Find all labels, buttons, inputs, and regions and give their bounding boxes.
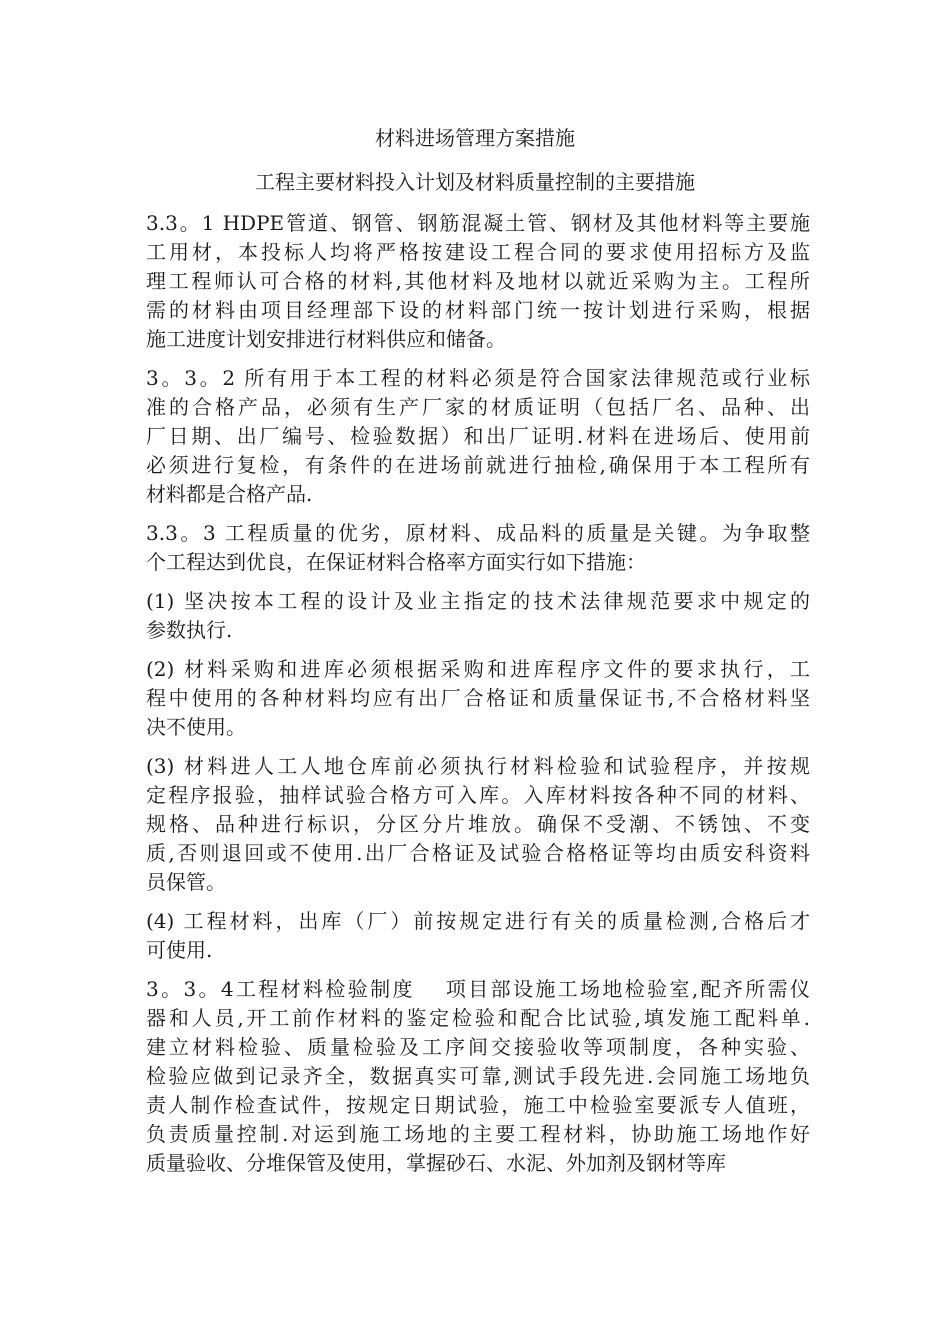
text-line: 必须进行复检，有条件的在进场前就进行抽检,确保用于本工程所有 [146,453,810,477]
text-line: 负责质量控制.对运到施工场地的主要工程材料，协助施工场地作好 [146,1122,810,1146]
paragraph [146,907,810,965]
paragraph [146,209,810,354]
text-line: 个工程达到优良，在保证材料合格率方面实行如下措施： [146,550,646,574]
text-line: 定程序报验，抽样试验合格方可入库。入库材料按各种不同的材料、 [146,783,810,807]
text-line: (4) 工程材料，出库（厂）前按规定进行有关的质量检测,合格后才 [146,909,810,933]
paragraph [146,587,810,645]
text-line: 员保管。 [146,870,226,894]
text-line: 3。3。2 所有用于本工程的材料必须是符合国家法律规范或行业标 [146,366,810,390]
text-line: 3.3。3 工程质量的优劣，原材料、成品料的质量是关键。为争取整 [146,521,810,545]
text-line: 检验应做到记录齐全，数据真实可靠,测试手段先进.会同施工场地负 [146,1064,810,1088]
text-line: (3) 材料进人工人地仓库前必须执行材料检验和试验程序，并按规 [146,754,810,778]
text-line: 质量验收、分堆保管及使用，掌握砂石、水泥、外加剂及钢材等库 [146,1151,726,1175]
document-subtitle: 工程主要材料投入计划及材料质量控制的主要措施 [255,170,695,194]
text-line: 材料都是合格产品. [146,482,313,506]
text-line: 器和人员,开工前作材料的鉴定检验和配合比试验,填发施工配料单. [146,1006,810,1030]
text-line: 3。3。4工程材料检验制度 项目部设施工场地检验室,配齐所需仪 [146,977,810,1001]
paragraph [146,519,810,577]
text-line: 施工进度计划安排进行材料供应和储备。 [146,327,506,351]
paragraph [146,655,810,742]
text-line: (1) 坚决按本工程的设计及业主指定的技术法律规范要求中规定的 [146,589,810,613]
text-line: 可使用. [146,938,213,962]
text-line: 质,否则退回或不使用.出厂合格证及试验合格格证等均由质安科资料 [146,841,810,865]
text-line: 责人制作检查试件，按规定日期试验，施工中检验室要派专人值班， [146,1093,810,1117]
text-line: 决不使用。 [146,715,246,739]
text-line: 规格、品种进行标识，分区分片堆放。确保不受潮、不锈蚀、不变 [146,812,810,836]
paragraph [146,364,810,509]
text-line: 准的合格产品，必须有生产厂家的材质证明（包括厂名、品种、出 [146,395,810,419]
text-line: 3.3。1 HDPE管道、钢管、钢筋混凝土管、钢材及其他材料等主要施 [146,211,810,235]
document-title: 材料进场管理方案措施 [375,126,575,150]
text-line: 建立材料检验、质量检验及工序间交接验收等项制度，各种实验、 [146,1035,810,1059]
paragraph [146,975,810,1178]
text-line: 程中使用的各种材料均应有出厂合格证和质量保证书,不合格材料坚 [146,686,810,710]
text-line: 厂日期、出厂编号、检验数据）和出厂证明.材料在进场后、使用前 [146,424,810,448]
text-line: 工用材，本投标人均将严格按建设工程合同的要求使用招标方及监 [146,240,810,264]
text-line: 需的材料由项目经理部下设的材料部门统一按计划进行采购，根据 [146,298,810,322]
document-body [146,209,810,1188]
text-line: (2) 材料采购和进库必须根据采购和进库程序文件的要求执行，工 [146,657,810,681]
paragraph [146,752,810,897]
text-line: 理工程师认可合格的材料,其他材料及地材以就近采购为主。工程所 [146,269,810,293]
text-line: 参数执行. [146,618,233,642]
